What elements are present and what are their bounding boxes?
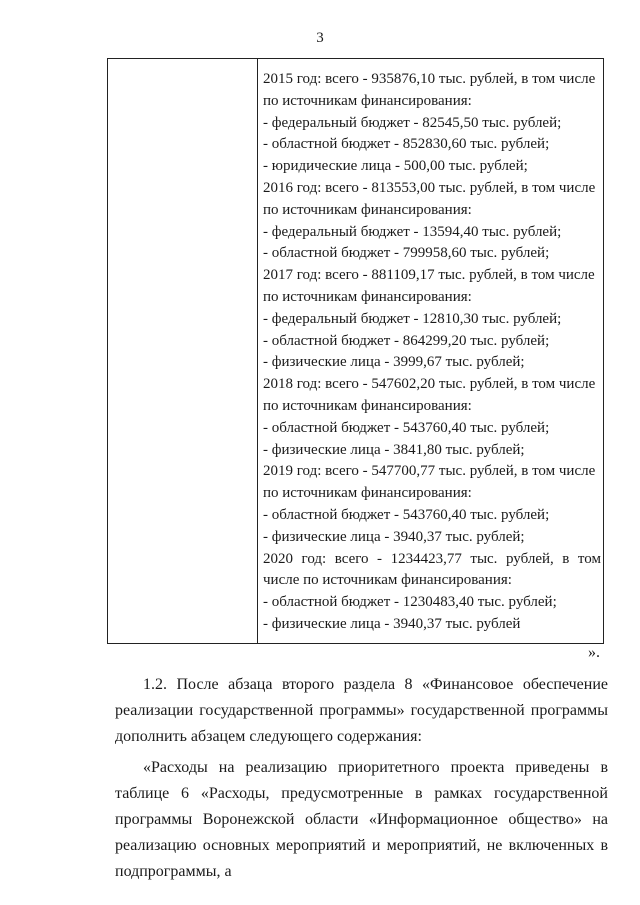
table-line: - федеральный бюджет - 82545,50 тыс. рублей; <box>263 114 562 131</box>
table-line: 2019 год: всего - 547700,77 тыс. рублей, в том числе <box>263 463 596 480</box>
table-line: по источникам финансирования: <box>263 288 472 305</box>
financing-table <box>107 58 604 644</box>
table-left-cell <box>108 59 258 643</box>
table-line: - областной бюджет - 543760,40 тыс. рублей; <box>263 419 550 436</box>
table-line: 2018 год: всего - 547602,20 тыс. рублей, в том числе <box>263 376 596 393</box>
inserted-paragraph: «Расходы на реализацию приоритетного проекта приведены в таблице 6 «Расходы, предусмотренные в рамках государственной программы Воронежской области «Информационное общество» на реализацию основных мероприятий и мероприятий, не включенных в подпрограммы, а <box>115 759 608 880</box>
amendment-paragraph: 1.2. После абзаца второго раздела 8 «Финансовое обеспечение реализации государственной программы» государственной программы дополнить абзацем следующего содержания: <box>115 676 608 745</box>
table-line: - юридические лица - 500,00 тыс. рублей; <box>263 158 528 175</box>
table-line: - физические лица - 3940,37 тыс. рублей; <box>263 528 525 545</box>
table-line: - физические лица - 3999,67 тыс. рублей; <box>263 354 525 371</box>
table-line: по источникам финансирования: <box>263 397 472 414</box>
table-line: - областной бюджет - 799958,60 тыс. рублей; <box>263 245 550 262</box>
table-line: - физические лица - 3940,37 тыс. рублей <box>263 615 521 632</box>
table-line: 2015 год: всего - 935876,10 тыс. рублей, в том числе <box>263 71 596 87</box>
page-number: 3 <box>316 30 324 46</box>
table-line: 2016 год: всего - 813553,00 тыс. рублей, в том числе <box>263 179 596 196</box>
table-line: по источникам финансирования: <box>263 485 472 502</box>
table-line: по источникам финансирования: <box>263 92 472 109</box>
table-line: 2017 год: всего - 881109,17 тыс. рублей, в том числе <box>263 267 595 284</box>
table-line: - областной бюджет - 543760,40 тыс. рублей; <box>263 506 550 523</box>
table-line: - федеральный бюджет - 13594,40 тыс. рублей; <box>263 223 562 240</box>
table-line: - физические лица - 3841,80 тыс. рублей; <box>263 441 525 458</box>
table-line: 2020 год: всего - 1234423,77 тыс. рублей, в том <box>263 550 601 567</box>
table-line: - федеральный бюджет - 12810,30 тыс. рублей; <box>263 310 562 327</box>
table-line: по источникам финансирования: <box>263 201 472 218</box>
table-right-cell <box>258 59 603 643</box>
table-line: числе по источникам финансирования: <box>263 572 512 589</box>
table-line: - областной бюджет - 1230483,40 тыс. рублей; <box>263 594 557 611</box>
table-line: - областной бюджет - 852830,60 тыс. рублей; <box>263 136 550 153</box>
closing-quote: ». <box>588 644 600 661</box>
table-line: - областной бюджет - 864299,20 тыс. рублей; <box>263 332 550 349</box>
